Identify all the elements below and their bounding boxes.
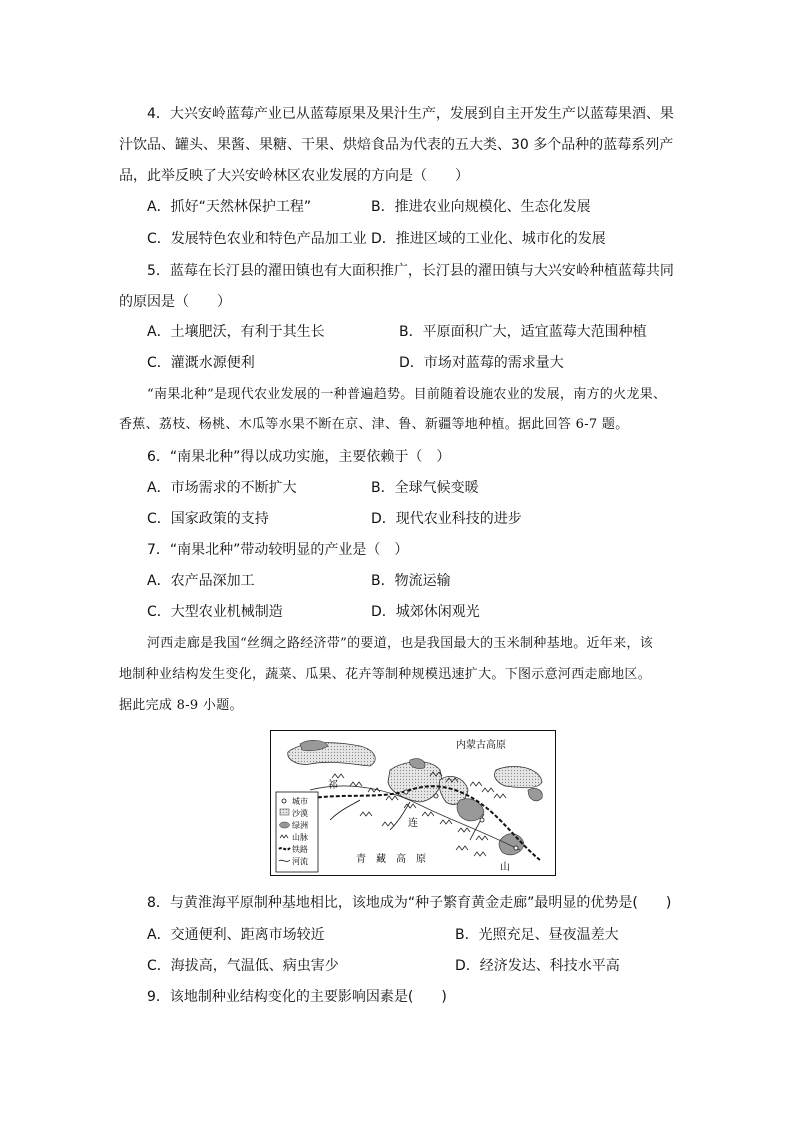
q8-option-a: A．交通便利、距离市场较近 <box>147 927 325 943</box>
q7-option-a: A．农产品深加工 <box>147 573 255 589</box>
q5-option-d: D．市场对蓝莓的需求量大 <box>399 355 564 371</box>
q8-stem: 8．与黄淮海平原制种基地相比，该地成为“种子繁育黄金走廊”最明显的优势是( ) <box>147 895 672 911</box>
q8-option-d: D．经济发达、科技水平高 <box>455 958 620 974</box>
q6-option-c: C．国家政策的支持 <box>147 511 269 527</box>
q4-stem-line2: 汁饮品、罐头、果酱、果糖、干果、烘焙食品为代表的五大类、30 多个品种的蓝莓系列产 <box>119 137 674 153</box>
q7-stem: 7．“南果北种”带动较明显的产业是（ ） <box>147 542 409 558</box>
city-marker <box>434 794 438 798</box>
q4-option-a: A．抓好“天然林保护工程” <box>147 199 312 215</box>
label-lian: 连 <box>408 818 418 829</box>
q5-option-b: B．平原面积广大，适宜蓝莓大范围种植 <box>399 324 647 340</box>
label-qi: 祁 <box>328 780 338 791</box>
q6-option-d: D．现代农业科技的进步 <box>371 511 522 527</box>
q7-option-c: C．大型农业机械制造 <box>147 604 283 620</box>
q4-option-b: B．推进农业向规模化、生态化发展 <box>371 199 591 215</box>
legend-mountain: 山脉 <box>292 833 308 842</box>
city-marker <box>514 846 518 850</box>
label-shan: 山 <box>500 862 510 873</box>
q5-option-a: A．土壤肥沃，有利于其生长 <box>147 324 325 340</box>
city-marker <box>404 790 408 794</box>
legend-railway: 铁路 <box>292 845 308 854</box>
q7-option-b: B．物流运输 <box>371 573 451 589</box>
q8-option-c: C．海拔高，气温低、病虫害少 <box>147 958 339 974</box>
q4-stem-line3: 品，此举反映了大兴安岭林区农业发展的方向是（ ） <box>119 168 469 184</box>
q4-option-d: D．推进区域的工业化、城市化的发展 <box>371 231 606 247</box>
q5-option-c: C．灌溉水源便利 <box>147 355 255 371</box>
label-neimenggu: 内蒙古高原 <box>456 740 506 751</box>
label-qingzang: 青 藏 高 原 <box>356 854 426 865</box>
hexi-corridor-map <box>270 730 556 876</box>
map-legend <box>276 792 318 872</box>
q6-stem: 6．“南果北种”得以成功实施，主要依赖于（ ） <box>147 449 451 465</box>
q8-option-b: B．光照充足、昼夜温差大 <box>455 927 619 943</box>
q6-option-a: A．市场需求的不断扩大 <box>147 480 297 496</box>
legend-oasis: 绿洲 <box>292 821 308 830</box>
q6-option-b: B．全球气候变暖 <box>371 480 479 496</box>
intro-6-7-line2: 香蕉、荔枝、杨桃、木瓜等水果不断在京、津、鲁、新疆等地种植。据此回答 6-7 题。 <box>119 417 629 432</box>
q4-stem-line1: 4．大兴安岭蓝莓产业已从蓝莓原果及果汁生产，发展到自主开发生产以蓝莓果酒、果 <box>147 106 674 122</box>
legend-desert: 沙漠 <box>292 809 308 818</box>
city-marker <box>480 818 484 822</box>
q7-option-d: D．城郊休闲观光 <box>371 604 480 620</box>
intro-8-9-line1: 河西走廊是我国“丝绸之路经济带”的要道，也是我国最大的玉米制种基地。近年来，该 <box>147 636 653 651</box>
intro-8-9-line2: 地制种业结构发生变化，蔬菜、瓜果、花卉等制种规模迅速扩大。下图示意河西走廊地区。 <box>119 667 652 682</box>
intro-6-7-line1: “南果北种”是现代农业发展的一种普遍趋势。目前随着设施农业的发展，南方的火龙果、 <box>147 387 667 402</box>
legend-river: 河流 <box>292 857 308 866</box>
q4-option-c: C．发展特色农业和特色产品加工业 <box>147 231 367 247</box>
q5-stem-line2: 的原因是（ ） <box>119 294 231 310</box>
q5-stem-line1: 5．蓝莓在长汀县的濯田镇也有大面积推广，长汀县的濯田镇与大兴安岭种植蓝莓共同 <box>147 263 674 279</box>
legend-city: 城市 <box>292 797 308 806</box>
intro-8-9-line3: 据此完成 8-9 小题。 <box>119 698 243 713</box>
q9-stem: 9．该地制种业结构变化的主要影响因素是( ) <box>147 989 447 1005</box>
